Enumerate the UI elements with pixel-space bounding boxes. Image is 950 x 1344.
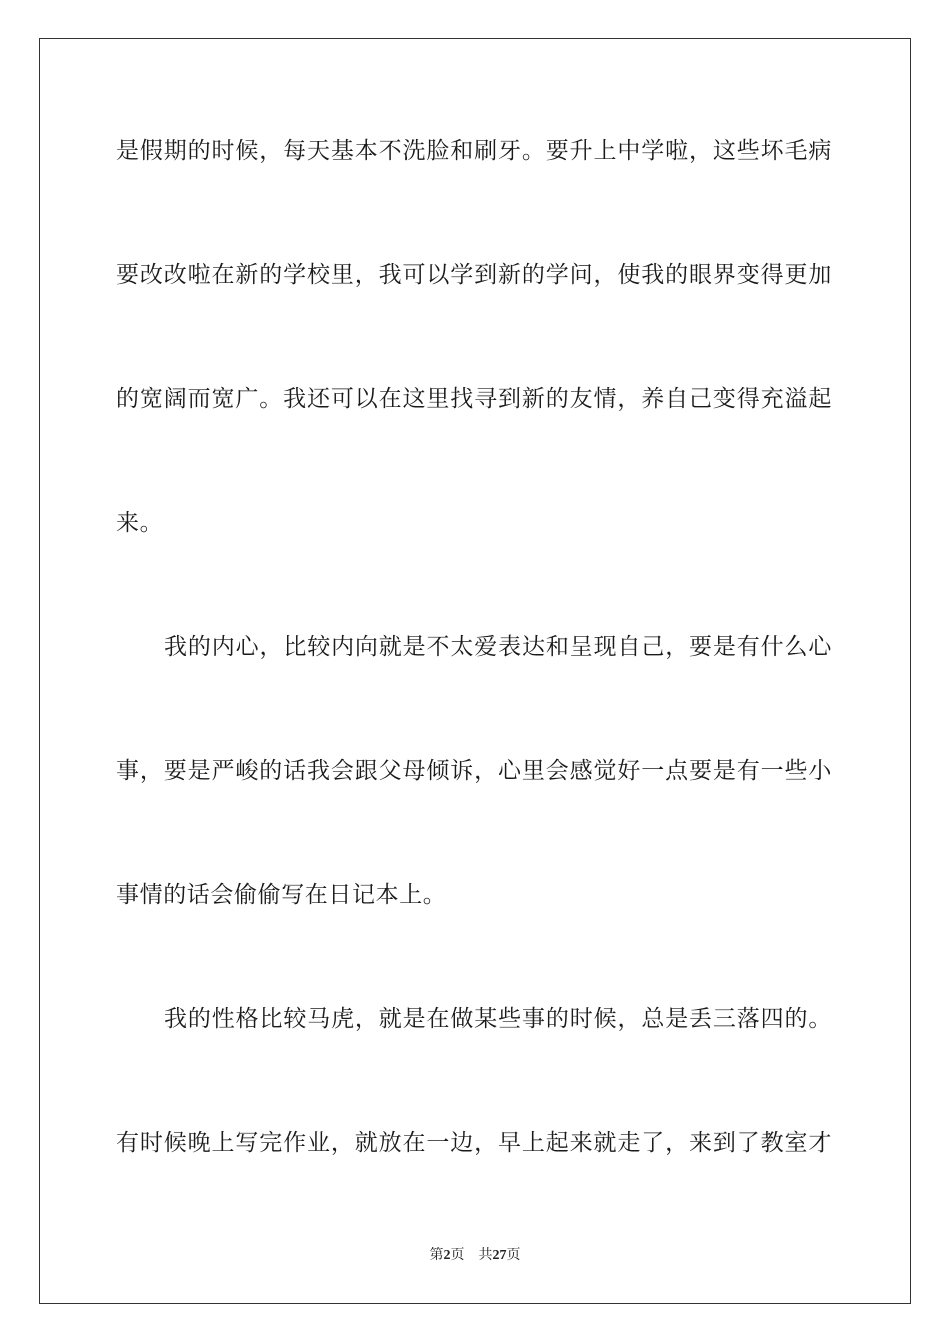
text-line-6: 事，要是严峻的话我会跟父母倾诉，心里会感觉好一点要是有一些小 — [116, 758, 832, 784]
total-prefix: 共 — [478, 1247, 493, 1263]
page-footer — [0, 1246, 950, 1265]
text-line-3: 的宽阔而宽广。我还可以在这里找寻到新的友情，养自己变得充溢起 — [116, 386, 832, 412]
text-line-7: 事情的话会偷偷写在日记本上。 — [116, 882, 447, 908]
page-frame — [39, 38, 911, 1304]
text-line-8: 我的性格比较马虎，就是在做某些事的时候，总是丢三落四的。 — [164, 1006, 832, 1032]
text-line-2: 要改改啦在新的学校里，我可以学到新的学问，使我的眼界变得更加 — [116, 262, 832, 288]
page-number: 2 — [443, 1248, 451, 1263]
page-suffix: 页 — [450, 1247, 465, 1263]
page-prefix: 第 — [429, 1247, 444, 1263]
total-pages: 27 — [492, 1248, 507, 1263]
text-line-4: 来。 — [116, 510, 164, 536]
text-line-5: 我的内心，比较内向就是不太爱表达和呈现自己，要是有什么心 — [164, 634, 832, 660]
text-line-1: 是假期的时候，每天基本不洗脸和刷牙。要升上中学啦，这些坏毛病 — [116, 138, 832, 164]
total-suffix: 页 — [506, 1247, 521, 1263]
text-line-9: 有时候晚上写完作业，就放在一边，早上起来就走了，来到了教室才 — [116, 1130, 832, 1156]
